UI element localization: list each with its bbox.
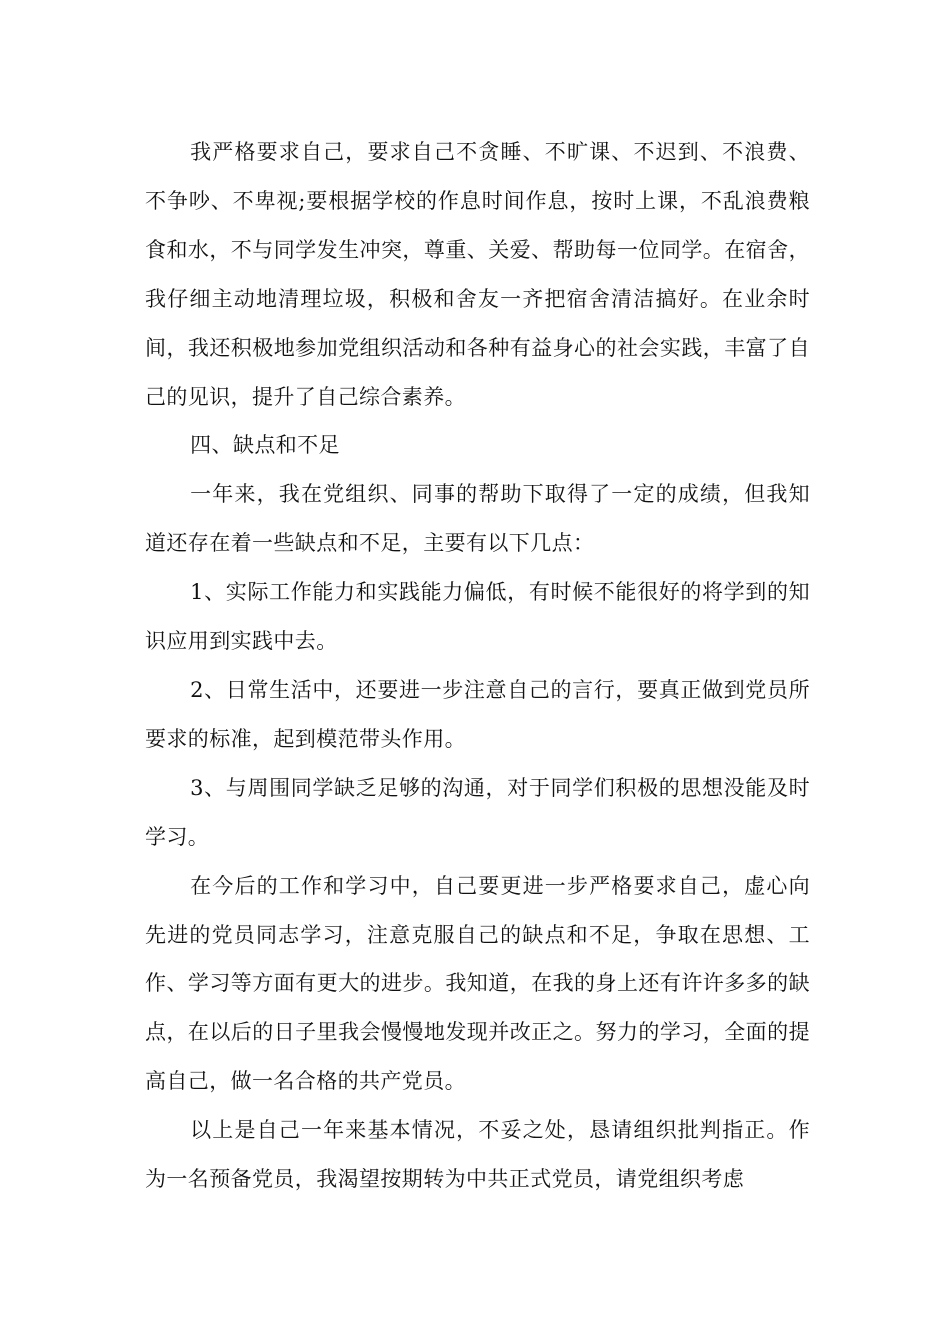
section-heading-shortcomings: 四、缺点和不足: [190, 433, 340, 458]
paragraph-conclusion: 以上是自己一年来基本情况，不妥之处，恳请组织批判指正。作为一名预备党员，我渴望按期转为中共正式党员，请党组织考虑: [145, 1118, 810, 1192]
paragraph-point-2: 2、日常生活中，还要进一步注意自己的言行，要真正做到党员所要求的标准，起到模范带头作用。: [145, 677, 810, 751]
paragraph-self-discipline: 我严格要求自己，要求自己不贪睡、不旷课、不迟到、不浪费、不争吵、不卑视;要根据学校的作息时间作息，按时上课，不乱浪费粮食和水，不与同学发生冲突，尊重、关爱、帮助每一位同学。在宿舍，我仔细主动地清理垃圾，积极和舍友一齐把宿舍清洁搞好。在业余时间，我还积极地参加党组织活动和各种有益身心的社会实践，丰富了自己的见识，提升了自己综合素养。: [145, 140, 810, 409]
paragraph-shortcomings-intro: 一年来，我在党组织、同事的帮助下取得了一定的成绩，但我知道还存在着一些缺点和不足，主要有以下几点：: [145, 482, 810, 556]
paragraph-future-plan: 在今后的工作和学习中，自己要更进一步严格要求自己，虚心向先进的党员同志学习，注意克服自己的缺点和不足，争取在思想、工作、学习等方面有更大的进步。我知道，在我的身上还有许许多多的缺点，在以后的日子里我会慢慢地发现并改正之。努力的学习，全面的提高自己，做一名合格的共产党员。: [145, 873, 810, 1094]
paragraph-point-3: 3、与周围同学缺乏足够的沟通，对于同学们积极的思想没能及时学习。: [145, 775, 810, 849]
document-body: [145, 128, 810, 1204]
paragraph-point-1: 1、实际工作能力和实践能力偏低，有时候不能很好的将学到的知识应用到实践中去。: [145, 580, 810, 654]
